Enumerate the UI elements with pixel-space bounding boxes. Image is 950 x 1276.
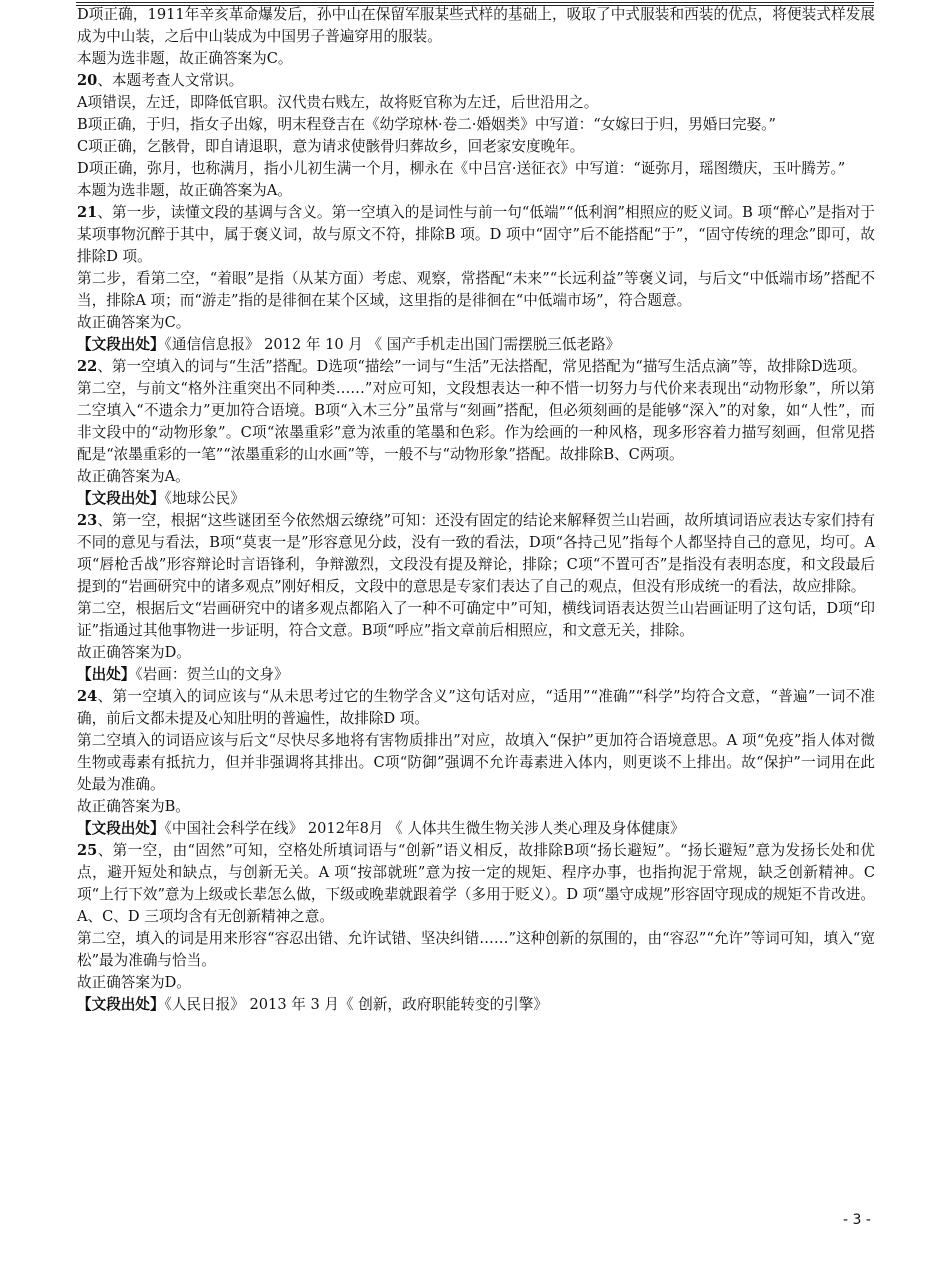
paragraph-text: 第二空填入的词语应该与后文“尽快尽多地将有害物质排出”对应，故填入“保护”更加符合语境意思。A 项“免疫”指人体对微生物或毒素有抵抗力，但并非强调将其排出。C项“防御”强调不允许毒素进入体内，则更谈不上排出。故“保护”一词用在此处最为准确。 [77,732,875,793]
explanation-paragraph [77,136,875,158]
explanation-paragraph [77,642,875,664]
paragraph-text: 本题为选非题，故正确答案为A。 [77,182,292,199]
paragraph-text: 、本题考查人文常识。 [97,72,244,89]
source-citation [77,994,875,1016]
question-number: 20 [77,72,98,89]
paragraph-text: 第二步，看第二空，“着眼”是指（从某方面）考虑、观察，常搭配“未来”“长远利益”等褒义词，与后文“中低端市场”搭配不当，排除A 项；而“游走”指的是徘徊在某个区域，这里指的是徘徊在“中低端市场”，符合题意。 [77,270,875,309]
paragraph-text: 、第一空填入的词与“生活”搭配。D选项“描绘”一词与“生活”无法搭配，常见搭配为“描写生活点滴”等，故排除D选项。 [97,358,867,375]
answer-explanations [77,4,875,1016]
paragraph-text: C项正确，乞骸骨，即自请退职，意为请求使骸骨归葬故乡，回老家安度晚年。 [77,138,585,155]
explanation-paragraph [77,796,875,818]
source-citation [77,818,875,840]
explanation-paragraph [77,180,875,202]
explanation-paragraph [77,268,875,312]
paragraph-text: 、第一空填入的词应该与“从未思考过它的生物学含义”这句话对应，“适用”“准确”“科学”均符合文意，“普遍”一词不准确，前后文都未提及心知肚明的普遍性，故排除D 项。 [77,688,875,727]
explanation-paragraph [77,92,875,114]
question-paragraph [77,202,875,268]
paragraph-text: 故正确答案为D。 [77,974,191,991]
paragraph-text: 《中国社会科学在线》 2012年8月 《 人体共生微生物关涉人类心理及身体健康》 [164,820,685,837]
explanation-paragraph [77,4,875,48]
source-label: 【文段出处】 [77,996,165,1013]
source-citation [77,334,875,356]
paragraph-text: 故正确答案为A。 [77,468,190,485]
paragraph-text: 、第一空，根据“这些谜团至今依然烟云缭绕”可知：还没有固定的结论来解释贺兰山岩画，故所填词语应表达专家们持有不同的意见与看法，B项“莫衷一是”形容意见分歧，没有一致的看法，D项“各持己见”指每个人都坚持自己的意见，均可。A项“唇枪舌战”形容辩论时言语锋利，争辩激烈，文段没有提及辩论，排除；C项“不置可否”是指没有表明态度，和文段最后提到的“岩画研究中的诸多观点”刚好相反，文段中的意思是专家们表达了自己的观点，但没有形成统一的看法，故应排除。 [77,512,875,595]
paragraph-text: A项错误，左迁，即降低官职。汉代贵右贱左，故将贬官称为左迁，后世沿用之。 [77,94,599,111]
explanation-paragraph [77,48,875,70]
explanation-paragraph [77,598,875,642]
paragraph-text: 《岩画：贺兰山的文身》 [135,666,289,683]
paragraph-text: 《人民日报》 2013 年 3 月《 创新，政府职能转变的引擎》 [164,996,548,1013]
paragraph-text: B项正确，于归，指女子出嫁，明末程登吉在《幼学琼林·卷二·婚姻类》中写道：“女嫁曰于归，男婚曰完娶。” [77,116,776,133]
paragraph-text: D项正确，1911年辛亥革命爆发后，孙中山在保留军服某些式样的基础上，吸取了中式服装和西装的优点，将便装式样发展成为中山装，之后中山装成为中国男子普遍穿用的服装。 [77,6,875,45]
paragraph-text: 《通信信息报》 2012 年 10 月 《 国产手机走出国门需摆脱三低老路》 [164,336,621,353]
page-number: - 3 - [843,1212,871,1228]
paragraph-text: D项正确，弥月，也称满月，指小儿初生满一个月，柳永在《中吕宫·送征衣》中写道：“诞弥月，瑶图缵庆，玉叶腾芳。” [77,160,846,177]
paragraph-text: 《地球公民》 [164,490,245,507]
question-paragraph [77,356,875,378]
header-rule-top [76,2,874,3]
explanation-paragraph [77,972,875,994]
source-citation [77,664,875,686]
explanation-paragraph [77,114,875,136]
source-label: 【文段出处】 [77,336,165,353]
paragraph-text: 第二空，填入的词是用来形容“容忍出错、允许试错、坚决纠错……”这种创新的氛围的，由“容忍”“允许”等词可知，填入“宽松”最为准确与恰当。 [77,930,875,969]
explanation-paragraph [77,312,875,334]
question-number: 25 [77,842,98,859]
source-label: 【出处】 [77,666,136,683]
question-number: 21 [77,204,98,221]
paragraph-text: 、第一步，读懂文段的基调与含义。第一空填入的是词性与前一句“低端”“低利润”相照应的贬义词。B 项“醉心”是指对于某项事物沉醉于其中，属于褒义词，故与原文不符，排除B 项。D 项中“固守”后不能搭配“于”，“固守传统的理念”即可，故排除D 项。 [77,204,875,265]
explanation-paragraph [77,158,875,180]
paragraph-text: 故正确答案为C。 [77,314,191,331]
paragraph-text: 第二空，根据后文“岩画研究中的诸多观点都陷入了一种不可确定中”可知，横线词语表达贺兰山岩画证明了这句话，D项“印证”指通过其他事物进一步证明，符合文意。B项“呼应”指文章前后相照应，和文意无关，排除。 [77,600,875,639]
source-citation [77,488,875,510]
paragraph-text: 第二空，与前文“格外注重突出不同种类……”对应可知，文段想表达一种不惜一切努力与代价来表现出“动物形象”，所以第二空填入“不遗余力”更加符合语境。B项“入木三分”虽常与“刻画”搭配，但必须刻画的是能够“深入”的对象，如“人性”，而非文段中的“动物形象”。C项“浓墨重彩”意为浓重的笔墨和色彩。作为绘画的一种风格，现多形容着力描写刻画，但常见搭配是“浓墨重彩的一笔”“浓墨重彩的山水画”等，一般不与“动物形象”搭配。故排除B、C两项。 [77,380,875,463]
question-paragraph [77,840,875,928]
question-paragraph [77,686,875,730]
explanation-paragraph [77,378,875,466]
question-number: 23 [77,512,98,529]
paragraph-text: 故正确答案为D。 [77,644,191,661]
explanation-paragraph [77,466,875,488]
question-paragraph [77,70,875,92]
question-paragraph [77,510,875,598]
question-number: 24 [77,688,98,705]
explanation-paragraph [77,928,875,972]
paragraph-text: 本题为选非题，故正确答案为C。 [77,50,293,67]
question-number: 22 [77,358,98,375]
paragraph-text: 故正确答案为B。 [77,798,190,815]
source-label: 【文段出处】 [77,490,165,507]
explanation-paragraph [77,730,875,796]
paragraph-text: 、第一空，由“固然”可知，空格处所填词语与“创新”语义相反，故排除B项“扬长避短”。“扬长避短”意为发扬长处和优点，避开短处和缺点，与创新无关。A 项“按部就班”意为按一定的规矩、程序办事，也指拘泥于常规，缺乏创新精神。C 项“上行下效”意为上级或长辈怎么做，下级或晚辈就跟着学（多用于贬义）。D 项“墨守成规”形容固守现成的规矩不肯改进。A、C、D 三项均含有无创新精神之意。 [77,842,875,925]
source-label: 【文段出处】 [77,820,165,837]
